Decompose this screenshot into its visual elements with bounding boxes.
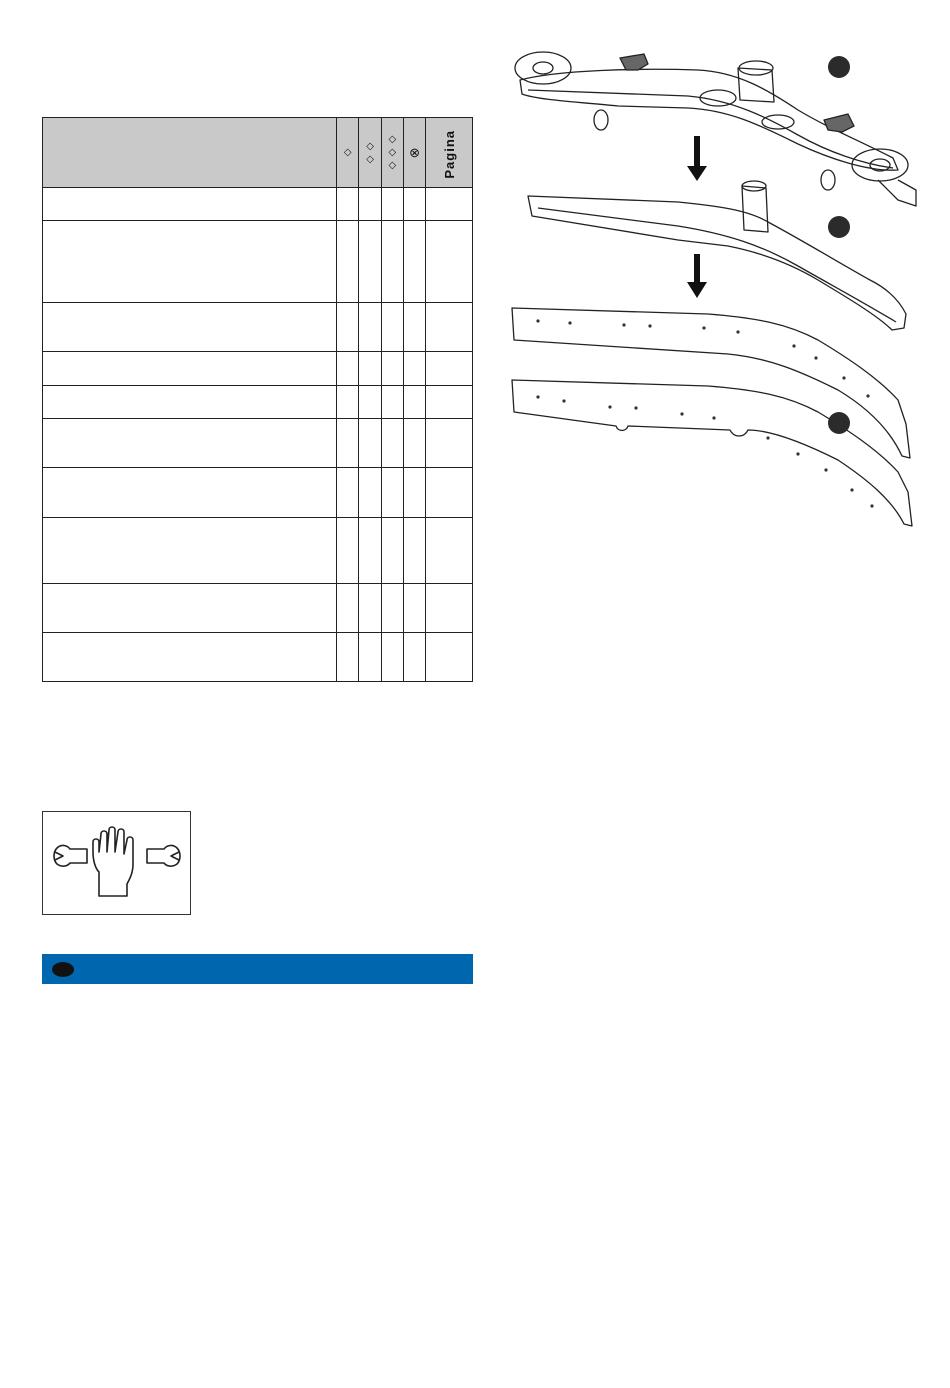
step-marker-2 bbox=[828, 216, 850, 238]
table-row bbox=[43, 633, 473, 682]
page-column-label: Pagina bbox=[441, 130, 457, 179]
header-symbol-daily: ◇ bbox=[337, 118, 359, 188]
header-description-cell bbox=[43, 118, 337, 188]
table-row bbox=[43, 188, 473, 221]
language-bar bbox=[42, 954, 473, 984]
table-row bbox=[43, 221, 473, 303]
table-header-row bbox=[43, 118, 473, 188]
header-symbol-service: ⊗ bbox=[403, 118, 425, 188]
step-marker-1 bbox=[828, 56, 850, 78]
table-row bbox=[43, 584, 473, 633]
header-symbol-weekly: ◇ ◇ bbox=[359, 118, 381, 188]
squeegee-exploded-illustration bbox=[498, 40, 918, 540]
table-row bbox=[43, 468, 473, 518]
table-row bbox=[43, 386, 473, 419]
header-page-cell bbox=[426, 118, 473, 188]
wrench-hand-wrench-icon bbox=[43, 812, 190, 914]
table-row bbox=[43, 352, 473, 386]
language-flag-icon bbox=[52, 962, 74, 977]
table-row bbox=[43, 518, 473, 584]
table-row bbox=[43, 419, 473, 468]
maintenance-table bbox=[42, 117, 473, 682]
squeegee-parts-drawing bbox=[498, 40, 918, 540]
header-symbol-monthly: ◇ ◇ ◇ bbox=[381, 118, 403, 188]
tools-icon-box bbox=[42, 811, 191, 915]
table-row bbox=[43, 303, 473, 352]
step-marker-3 bbox=[828, 412, 850, 434]
